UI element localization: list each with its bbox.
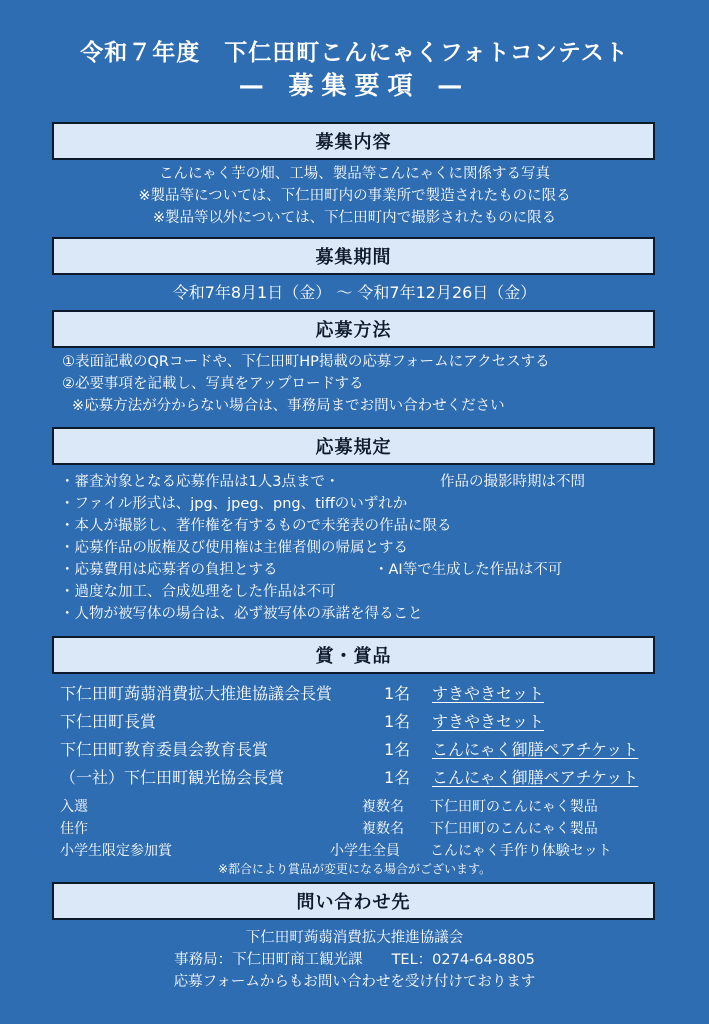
section-header-period: 募集期間 bbox=[52, 237, 655, 275]
prize-name: 入選 bbox=[60, 799, 88, 815]
prize-item: すきやきセット bbox=[432, 684, 545, 703]
contact-line: 事務局：下仁田町商工観光課 TEL：0274-64-8805 bbox=[174, 952, 535, 968]
rule-line: ・応募作品の版権及び使用権は主催者側の帰属とする bbox=[60, 540, 408, 556]
prize-name: 下仁田町蒟蒻消費拡大推進協議会長賞 bbox=[60, 684, 333, 703]
prize-item: 下仁田町のこんにゃく製品 bbox=[430, 821, 598, 837]
page-subtitle: — 募集要項 — bbox=[238, 71, 471, 100]
prize-item: こんにゃく手作り体験セット bbox=[430, 843, 612, 859]
period-text: 令和7年8月1日（金） ～ 令和7年12月26日（金） bbox=[172, 283, 537, 302]
section-header-method: 応募方法 bbox=[52, 310, 655, 348]
rule-line: ・審査対象となる応募作品は1人3点まで・ bbox=[60, 474, 340, 490]
prize-name: 小学生限定参加賞 bbox=[60, 843, 172, 859]
prize-name: （一社）下仁田町観光協会長賞 bbox=[60, 768, 285, 787]
rule-line-right: 作品の撮影時期は不問 bbox=[440, 474, 585, 490]
rule-line: ・本人が撮影し、著作権を有するもので未発表の作品に限る bbox=[60, 518, 452, 534]
prize-note: ※都合により賞品が変更になる場合がございます。 bbox=[218, 862, 492, 876]
section-header-rules: 応募規定 bbox=[52, 427, 655, 465]
prize-item: こんにゃく御膳ペアチケット bbox=[432, 740, 639, 759]
rule-line: ・ファイル形式は、jpg、jpeg、png、tiffのいずれか bbox=[60, 496, 408, 512]
recruit-content-line: ※製品等以外については、下仁田町内で撮影されたものに限る bbox=[152, 210, 557, 226]
prize-count: 1名 bbox=[384, 740, 411, 759]
prize-count: 複数名 bbox=[362, 821, 404, 837]
method-line: ②必要事項を記載し、写真をアップロードする bbox=[62, 376, 364, 392]
rule-line-right: ・AI等で生成した作品は不可 bbox=[374, 562, 563, 578]
section-header-prizes: 賞・賞品 bbox=[52, 636, 655, 674]
prize-count: 小学生全員 bbox=[330, 843, 400, 859]
prize-count: 1名 bbox=[384, 768, 411, 787]
prize-name: 下仁田町長賞 bbox=[60, 712, 157, 731]
prize-count: 複数名 bbox=[362, 799, 404, 815]
recruit-content-line: ※製品等については、下仁田町内の事業所で製造されたものに限る bbox=[138, 188, 571, 204]
prize-item: 下仁田町のこんにゃく製品 bbox=[430, 799, 598, 815]
rule-line: ・過度な加工、合成処理をした作品は不可 bbox=[60, 584, 336, 600]
prize-count: 1名 bbox=[384, 712, 411, 731]
contact-line: 下仁田町蒟蒻消費拡大推進協議会 bbox=[245, 930, 464, 946]
prize-name: 佳作 bbox=[60, 821, 88, 837]
method-line: ※応募方法が分からない場合は、事務局までお問い合わせください bbox=[72, 398, 505, 414]
recruit-content-line: こんにゃく芋の畑、工場、製品等こんにゃくに関係する写真 bbox=[159, 166, 550, 182]
rule-line: ・人物が被写体の場合は、必ず被写体の承諾を得ること bbox=[60, 606, 423, 622]
rule-line: ・応募費用は応募者の負担とする bbox=[60, 562, 278, 578]
method-line: ①表面記載のQRコードや、下仁田町HP掲載の応募フォームにアクセスする bbox=[62, 354, 550, 370]
page-title: 令和７年度 下仁田町こんにゃくフォトコンテスト bbox=[80, 40, 629, 66]
section-header-recruit-content: 募集内容 bbox=[52, 122, 655, 160]
prize-count: 1名 bbox=[384, 684, 411, 703]
section-header-contact: 問い合わせ先 bbox=[52, 882, 655, 920]
prize-item: すきやきセット bbox=[432, 712, 545, 731]
prize-name: 下仁田町教育委員会教育長賞 bbox=[60, 740, 269, 759]
prize-item: こんにゃく御膳ペアチケット bbox=[432, 768, 639, 787]
contact-line: 応募フォームからもお問い合わせを受け付けております bbox=[173, 974, 536, 990]
